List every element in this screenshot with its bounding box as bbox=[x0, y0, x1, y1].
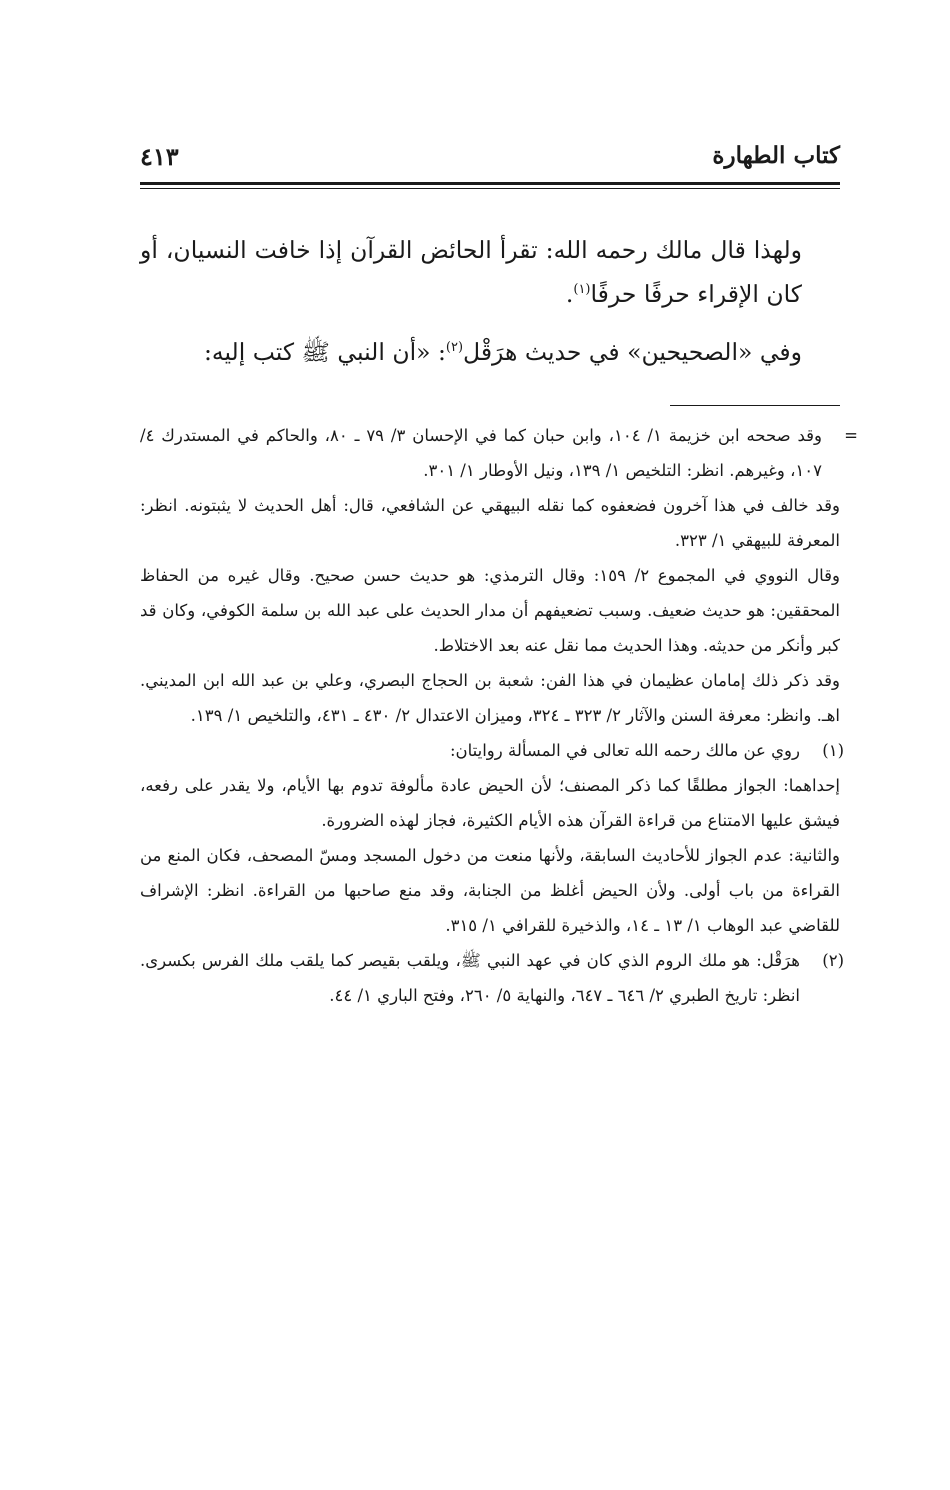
body-text-run: : «أن النبي ﷺ كتب إليه: bbox=[203, 338, 446, 366]
header-rule-thick bbox=[140, 182, 840, 185]
footnotes bbox=[140, 418, 858, 1013]
footnote-paragraph: والثانية: عدم الجواز للأحاديث السابقة، ولأنها منعت من دخول المسجد ومسّ المصحف، فكان المنع من القراءة من باب أولى. ولأن الحيض أغلظ من الجنابة، وقد منع صاحبها من القراءة. انظر: الإشراف للقاضي عبد الوهاب ١/ ١٣ ـ ١٤، والذخيرة للقرافي ١/ ٣١٥. bbox=[140, 846, 840, 935]
body-text-run: . bbox=[565, 280, 574, 308]
footnote-text: وقد صححه ابن خزيمة ١/ ١٠٤، وابن حبان كما في الإحسان ٣/ ٧٩ ـ ٨٠، والحاكم في المستدرك ٤/ ١٠٧، وغيرهم. انظر: التلخيص ١/ ١٣٩، ونيل الأوطار ١/ ٣٠١. bbox=[140, 426, 822, 480]
book-title: كتاب الطهارة bbox=[712, 142, 840, 169]
footnote-2 bbox=[140, 943, 844, 1013]
page-number: ٤١٣ bbox=[140, 142, 179, 171]
footnote-paragraph: إحداهما: الجواز مطلقًا كما ذكر المصنف؛ لأن الحيض عادة مألوفة تدوم بها الأيام، ولا يقدر على رفعه، فيشق عليها الامتناع من قراءة القرآن هذه الأيام الكثيرة، فجاز لهذه الضرورة. bbox=[140, 776, 840, 830]
footnote-continuation bbox=[140, 418, 858, 488]
main-text bbox=[140, 228, 840, 374]
footnote-text: هرَقْل: هو ملك الروم الذي كان في عهد النبي ﷺ، ويلقب بقيصر كما يلقب ملك الفرس بكسرى. انظر: تاريخ الطبري ٢/ ٦٤٦ ـ ٦٤٧، والنهاية ٥/ ٢٦٠، وفتح الباري ١/ ٤٤. bbox=[140, 951, 800, 1005]
footnote-paragraph: وقد خالف في هذا آخرون فضعفوه كما نقله البيهقي عن الشافعي، قال: أهل الحديث لا يثبتونه. انظر: المعرفة للبيهقي ١/ ٣٢٣. bbox=[140, 496, 840, 550]
footnote-separator bbox=[670, 405, 840, 406]
header-rule-thin bbox=[140, 188, 840, 189]
continuation-marker: = bbox=[844, 426, 858, 445]
footnote-number: (٢) bbox=[822, 951, 844, 970]
body-paragraph bbox=[140, 228, 840, 316]
footnote-1 bbox=[140, 733, 844, 768]
footnote-text: روي عن مالك رحمه الله تعالى في المسألة روايتان: bbox=[449, 741, 800, 760]
footnote-number: (١) bbox=[822, 741, 844, 760]
footnote-paragraph: وقد ذكر ذلك إمامان عظيمان في هذا الفن: شعبة بن الحجاج البصري، وعلي بن عبد الله ابن المديني. اهـ. وانظر: معرفة السنن والآثار ٢/ ٣٢٣ ـ ٣٢٤، وميزان الاعتدال ٢/ ٤٣٠ ـ ٤٣١، والتلخيص ١/ ١٣٩. bbox=[140, 671, 840, 725]
running-header bbox=[140, 142, 840, 182]
body-text-run: ولهذا قال مالك رحمه الله: تقرأ الحائض القرآن إذا خافت النسيان، أو كان الإقراء حرفًا حرفًا bbox=[140, 236, 802, 308]
footnote-ref[interactable]: (٢) bbox=[445, 340, 464, 356]
body-text-run: وفي «الصحيحين» في حديث هرَقْل bbox=[463, 338, 802, 366]
footnote-ref[interactable]: (١) bbox=[573, 282, 591, 298]
footnote-paragraph: وقال النووي في المجموع ٢/ ١٥٩: وقال الترمذي: هو حديث حسن صحيح. وقال غيره من الحفاظ المحققين: هو حديث ضعيف. وسبب تضعيفهم أن مدار الحديث على عبد الله بن سلمة الكوفي، وكان قد كبر وأنكر من حديثه. وهذا الحديث مما نقل عنه بعد الاختلاط. bbox=[140, 566, 841, 655]
body-paragraph bbox=[140, 330, 840, 374]
